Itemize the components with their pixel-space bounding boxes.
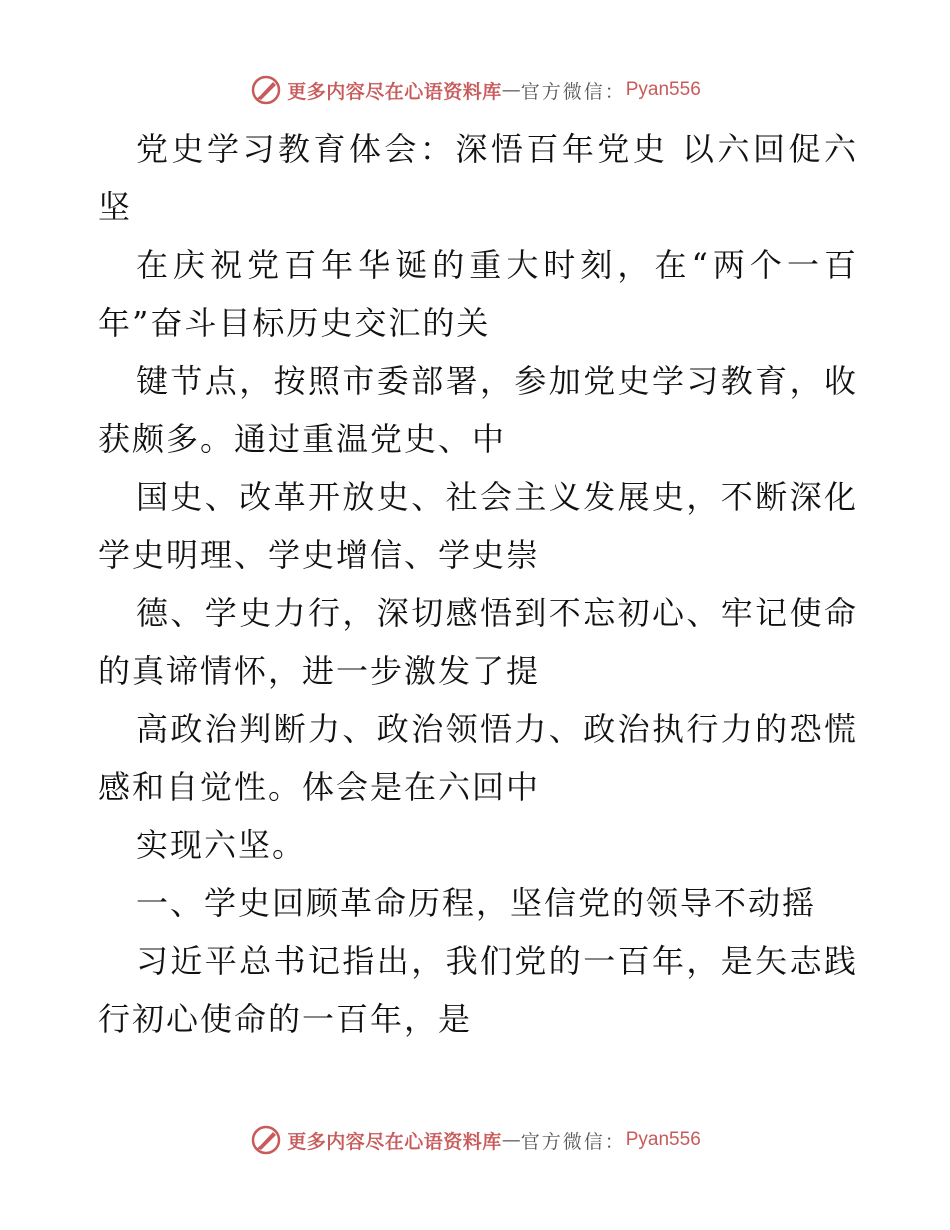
- paragraph: 习近平总书记指出，我们党的一百年，是矢志践行初心使命的一百年，是: [98, 942, 858, 1038]
- document-title: 党史学习教育体会：深悟百年党史 以六回促六坚: [98, 130, 858, 226]
- paragraph: 国史、改革开放史、社会主义发展史，不断深化学史明理、学史增信、学史崇: [98, 478, 858, 574]
- paragraph: 高政治判断力、政治领悟力、政治执行力的恐慌感和自觉性。体会是在六回中: [98, 710, 858, 806]
- watermark-brand: 更多内容尽在心语资料库: [287, 1130, 502, 1153]
- quill-logo-icon: [249, 73, 283, 107]
- watermark-contact-id: Pyan556: [625, 79, 701, 100]
- watermark-contact-id: Pyan556: [625, 1129, 701, 1150]
- quill-logo-icon: [249, 1123, 283, 1157]
- header-watermark: [0, 70, 950, 110]
- footer-watermark: [0, 1120, 950, 1160]
- paragraph: 实现六坚。: [136, 826, 307, 864]
- section-heading: 一、学史回顾革命历程，坚信党的领导不动摇: [136, 884, 817, 922]
- paragraph: 键节点，按照市委部署，参加党史学习教育，收获颇多。通过重温党史、中: [98, 362, 858, 458]
- watermark-contact-label: 官方微信：: [520, 1130, 626, 1153]
- watermark-contact-label: 官方微信：: [520, 80, 626, 103]
- watermark-separator: —: [501, 1129, 521, 1151]
- paragraph: 在庆祝党百年华诞的重大时刻，在“两个一百年”奋斗目标历史交汇的关: [98, 246, 858, 342]
- watermark-separator: —: [501, 79, 521, 101]
- paragraph: 德、学史力行，深切感悟到不忘初心、牢记使命的真谛情怀，进一步激发了提: [98, 594, 858, 690]
- watermark-brand: 更多内容尽在心语资料库: [287, 80, 502, 103]
- document-body: [98, 120, 858, 1048]
